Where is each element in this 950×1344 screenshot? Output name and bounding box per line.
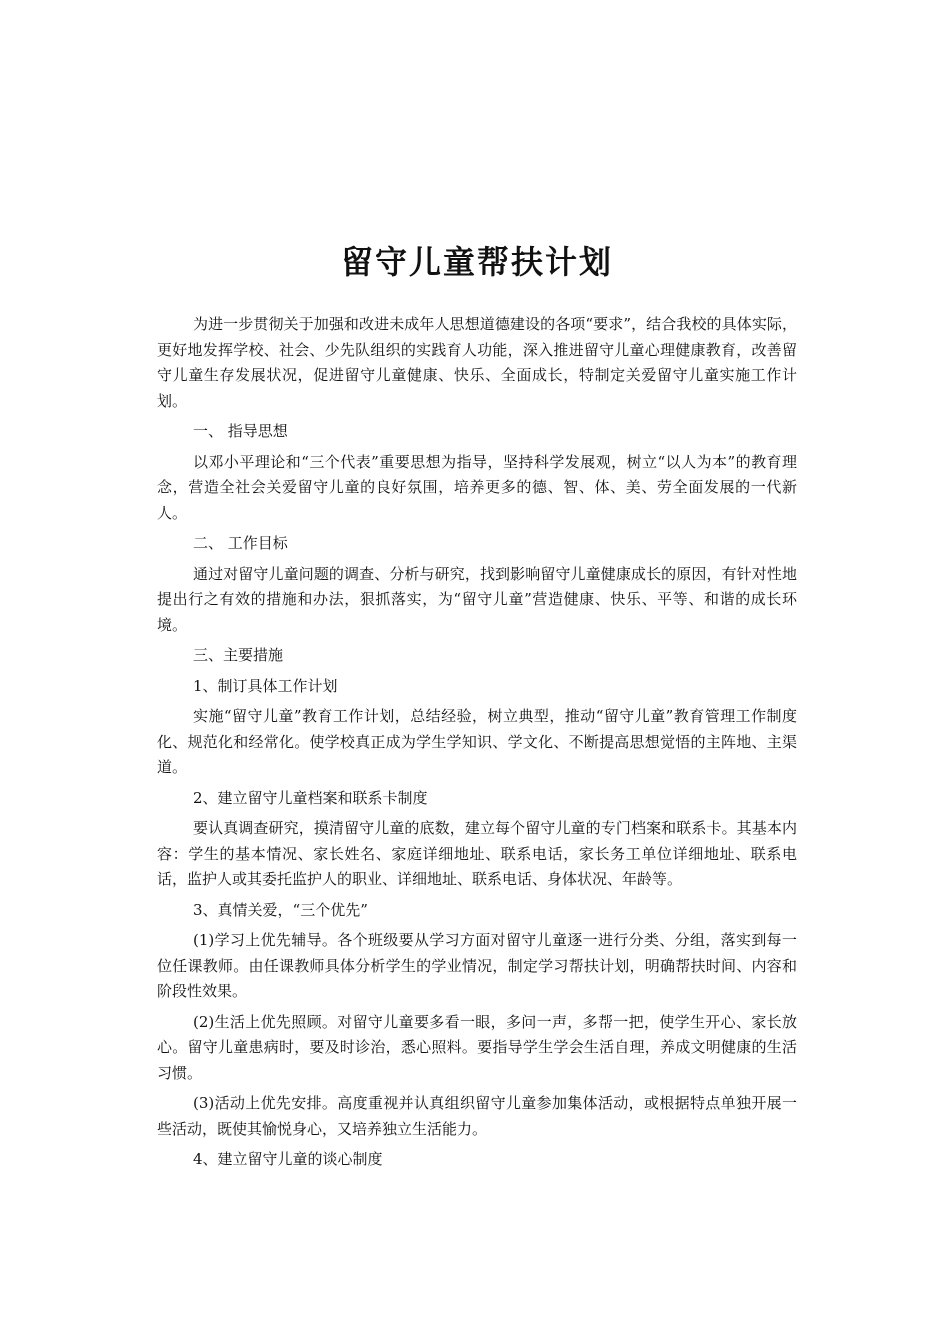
intro-paragraph: 为进一步贯彻关于加强和改进未成年人思想道德建设的各项“要求”，结合我校的具体实际，更好地发挥学校、社会、少先队组织的实践育人功能，深入推进留守儿童心理健康教育，改善留守儿童生存发展状况，促进留守儿童健康、快乐、全面成长，特制定关爱留守儿童实施工作计划。	[157, 315, 797, 410]
priority-activity-paragraph: (3)活动上优先安排。高度重视并认真组织留守儿童参加集体活动，或根据特点单独开展一些活动，既使其愉悦身心，又培养独立生活能力。	[157, 1094, 797, 1138]
document-title: 留守儿童帮扶计划	[340, 243, 613, 281]
work-goals-paragraph: 通过对留守儿童问题的调查、分析与研究，找到影响留守儿童健康成长的原因，有针对性地提出行之有效的措施和办法，狠抓落实，为“留守儿童”营造健康、快乐、平等、和谐的成长环境。	[157, 564, 797, 634]
section-heading-main-measures: 三、主要措施	[193, 646, 284, 664]
work-plan-paragraph: 实施“留守儿童”教育工作计划，总结经验，树立典型，推动“留守儿童”教育管理工作制度化、规范化和经常化。使学校真正成为学生学知识、学文化、不断提高思想觉悟的主阵地、主渠道。	[157, 707, 797, 776]
subheading-heart-talk: 4、建立留守儿童的谈心制度	[193, 1150, 383, 1168]
priority-study-paragraph: (1)学习上优先辅导。各个班级要从学习方面对留守儿童逐一进行分类、分组，落实到每一位任课教师。由任课教师具体分析学生的学业情况，制定学习帮扶计划，明确帮扶时间、内容和阶段性效果。	[157, 931, 797, 1000]
section-heading-guiding-thought: 一、 指导思想	[193, 422, 288, 440]
subheading-archive-system: 2、建立留守儿童档案和联系卡制度	[193, 788, 428, 807]
document-body	[157, 312, 797, 1178]
subheading-three-priorities: 3、真情关爱，“三个优先”	[193, 900, 368, 919]
subheading-work-plan: 1、制订具体工作计划	[193, 676, 338, 695]
priority-life-paragraph: (2)生活上优先照顾。对留守儿童要多看一眼，多问一声，多帮一把，使学生开心、家长放心。留守儿童患病时，要及时诊治，悉心照料。要指导学生学会生活自理，养成文明健康的生活习惯。	[157, 1012, 797, 1082]
archive-system-paragraph: 要认真调查研究，摸清留守儿童的底数，建立每个留守儿童的专门档案和联系卡。其基本内容：学生的基本情况、家长姓名、家庭详细地址、联系电话，家长务工单位详细地址、联系电话，监护人或其委托监护人的职业、详细地址、联系电话、身体状况、年龄等。	[157, 819, 797, 888]
guiding-thought-paragraph: 以邓小平理论和“三个代表”重要思想为指导，坚持科学发展观，树立“以人为本”的教育理念，营造全社会关爱留守儿童的良好氛围，培养更多的德、智、体、美、劳全面发展的一代新人。	[157, 452, 797, 522]
section-heading-work-goals: 二、 工作目标	[193, 534, 288, 552]
